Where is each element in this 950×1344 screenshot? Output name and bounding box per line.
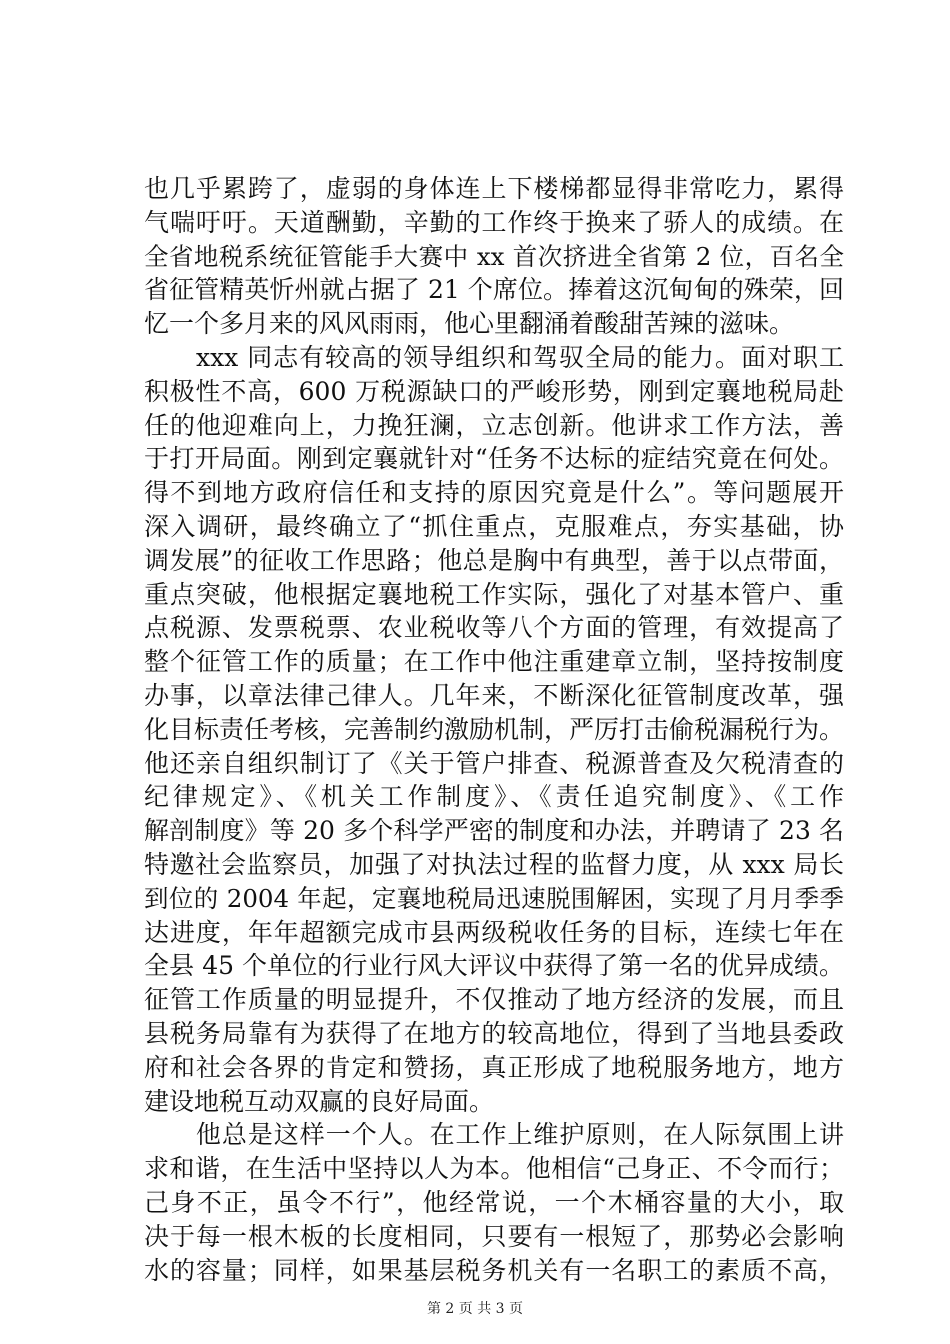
text-line: 积极性不高，600 万税源缺口的严峻形势，刚到定襄地税局赴: [144, 376, 844, 406]
text-line: 调发展”的征收工作思路；他总是胸中有典型，善于以点带面，: [144, 545, 844, 575]
text-line: 也几乎累跨了，虚弱的身体连上下楼梯都显得非常吃力，累得: [144, 174, 844, 203]
text-line: 水的容量；同样，如果基层税务机关有一名职工的素质不高，: [144, 1255, 844, 1285]
text-line: 己身不正，虽令不行”，他经常说，一个木桶容量的大小，取: [144, 1187, 844, 1217]
text-line: 化目标责任考核，完善制约激励机制，严厉打击偷税漏税行为。: [144, 714, 844, 744]
text-line: 省征管精英忻州就占据了 21 个席位。捧着这沉甸甸的殊荣，回: [144, 275, 844, 305]
text-line: 于打开局面。刚到定襄就针对“任务不达标的症结究竟在何处。: [144, 444, 844, 474]
text-line: 达进度，年年超额完成市县两级税收任务的目标，连续七年在: [144, 917, 844, 947]
text-line: 办事，以章法律己律人。几年来，不断深化征管制度改革，强: [144, 680, 844, 710]
text-line: 全省地税系统征管能手大赛中 xx 首次挤进全省第 2 位，百名全: [144, 241, 844, 271]
text-line: 决于每一根木板的长度相同，只要有一根短了，那势必会影响: [144, 1221, 844, 1251]
body-text: [144, 172, 844, 1287]
text-line: 全县 45 个单位的行业行风大评议中获得了第一名的优异成绩。: [144, 951, 844, 981]
text-line: 征管工作质量的明显提升，不仅推动了地方经济的发展，而且: [144, 985, 844, 1015]
text-line: 气喘吁吁。天道酬勤，辛勤的工作终于换来了骄人的成绩。在: [144, 207, 844, 237]
text-line: 求和谐，在生活中坚持以人为本。他相信“己身正、不令而行；: [144, 1154, 844, 1184]
text-line: 他还亲自组织制订了《关于管户排查、税源普查及欠税清查的: [144, 748, 844, 778]
text-line: 忆一个多月来的风风雨雨，他心里翻涌着酸甜苦辣的滋味。: [144, 309, 795, 339]
text-line: 特邀社会监察员，加强了对执法过程的监督力度，从 xxx 局长: [144, 849, 844, 879]
text-line: 到位的 2004 年起，定襄地税局迅速脱围解困，实现了月月季季: [144, 883, 844, 913]
text-line: 深入调研，最终确立了“抓住重点，克服难点，夯实基础，协: [144, 511, 844, 541]
page-footer: [0, 1300, 950, 1318]
text-line: 县税务局靠有为获得了在地方的较高地位，得到了当地县委政: [144, 1018, 844, 1048]
text-line: 得不到地方政府信任和支持的原因究竟是什么”。等问题展开: [144, 478, 844, 508]
text-line: 他总是这样一个人。在工作上维护原则，在人际氛围上讲: [144, 1120, 844, 1150]
page-number: 第 2 页 共 3 页: [426, 1301, 524, 1317]
text-line: 重点突破，他根据定襄地税工作实际，强化了对基本管户、重: [144, 579, 844, 609]
text-line: xxx 同志有较高的领导组织和驾驭全局的能力。面对职工: [144, 342, 844, 372]
text-line: 建设地税互动双赢的良好局面。: [144, 1086, 495, 1116]
text-line: 府和社会各界的肯定和赞扬，真正形成了地税服务地方，地方: [144, 1052, 844, 1082]
text-line: 整个征管工作的质量；在工作中他注重建章立制，坚持按制度: [144, 647, 844, 677]
text-line: 纪律规定》、《机关工作制度》、《责任追究制度》、《工作: [144, 782, 844, 812]
text-line: 点税源、发票税票、农业税收等八个方面的管理，有效提高了: [144, 613, 844, 643]
text-line: 任的他迎难向上，力挽狂澜，立志创新。他讲求工作方法，善: [144, 410, 844, 440]
text-line: 解剖制度》等 20 多个科学严密的制度和办法，并聘请了 23 名: [144, 816, 844, 846]
